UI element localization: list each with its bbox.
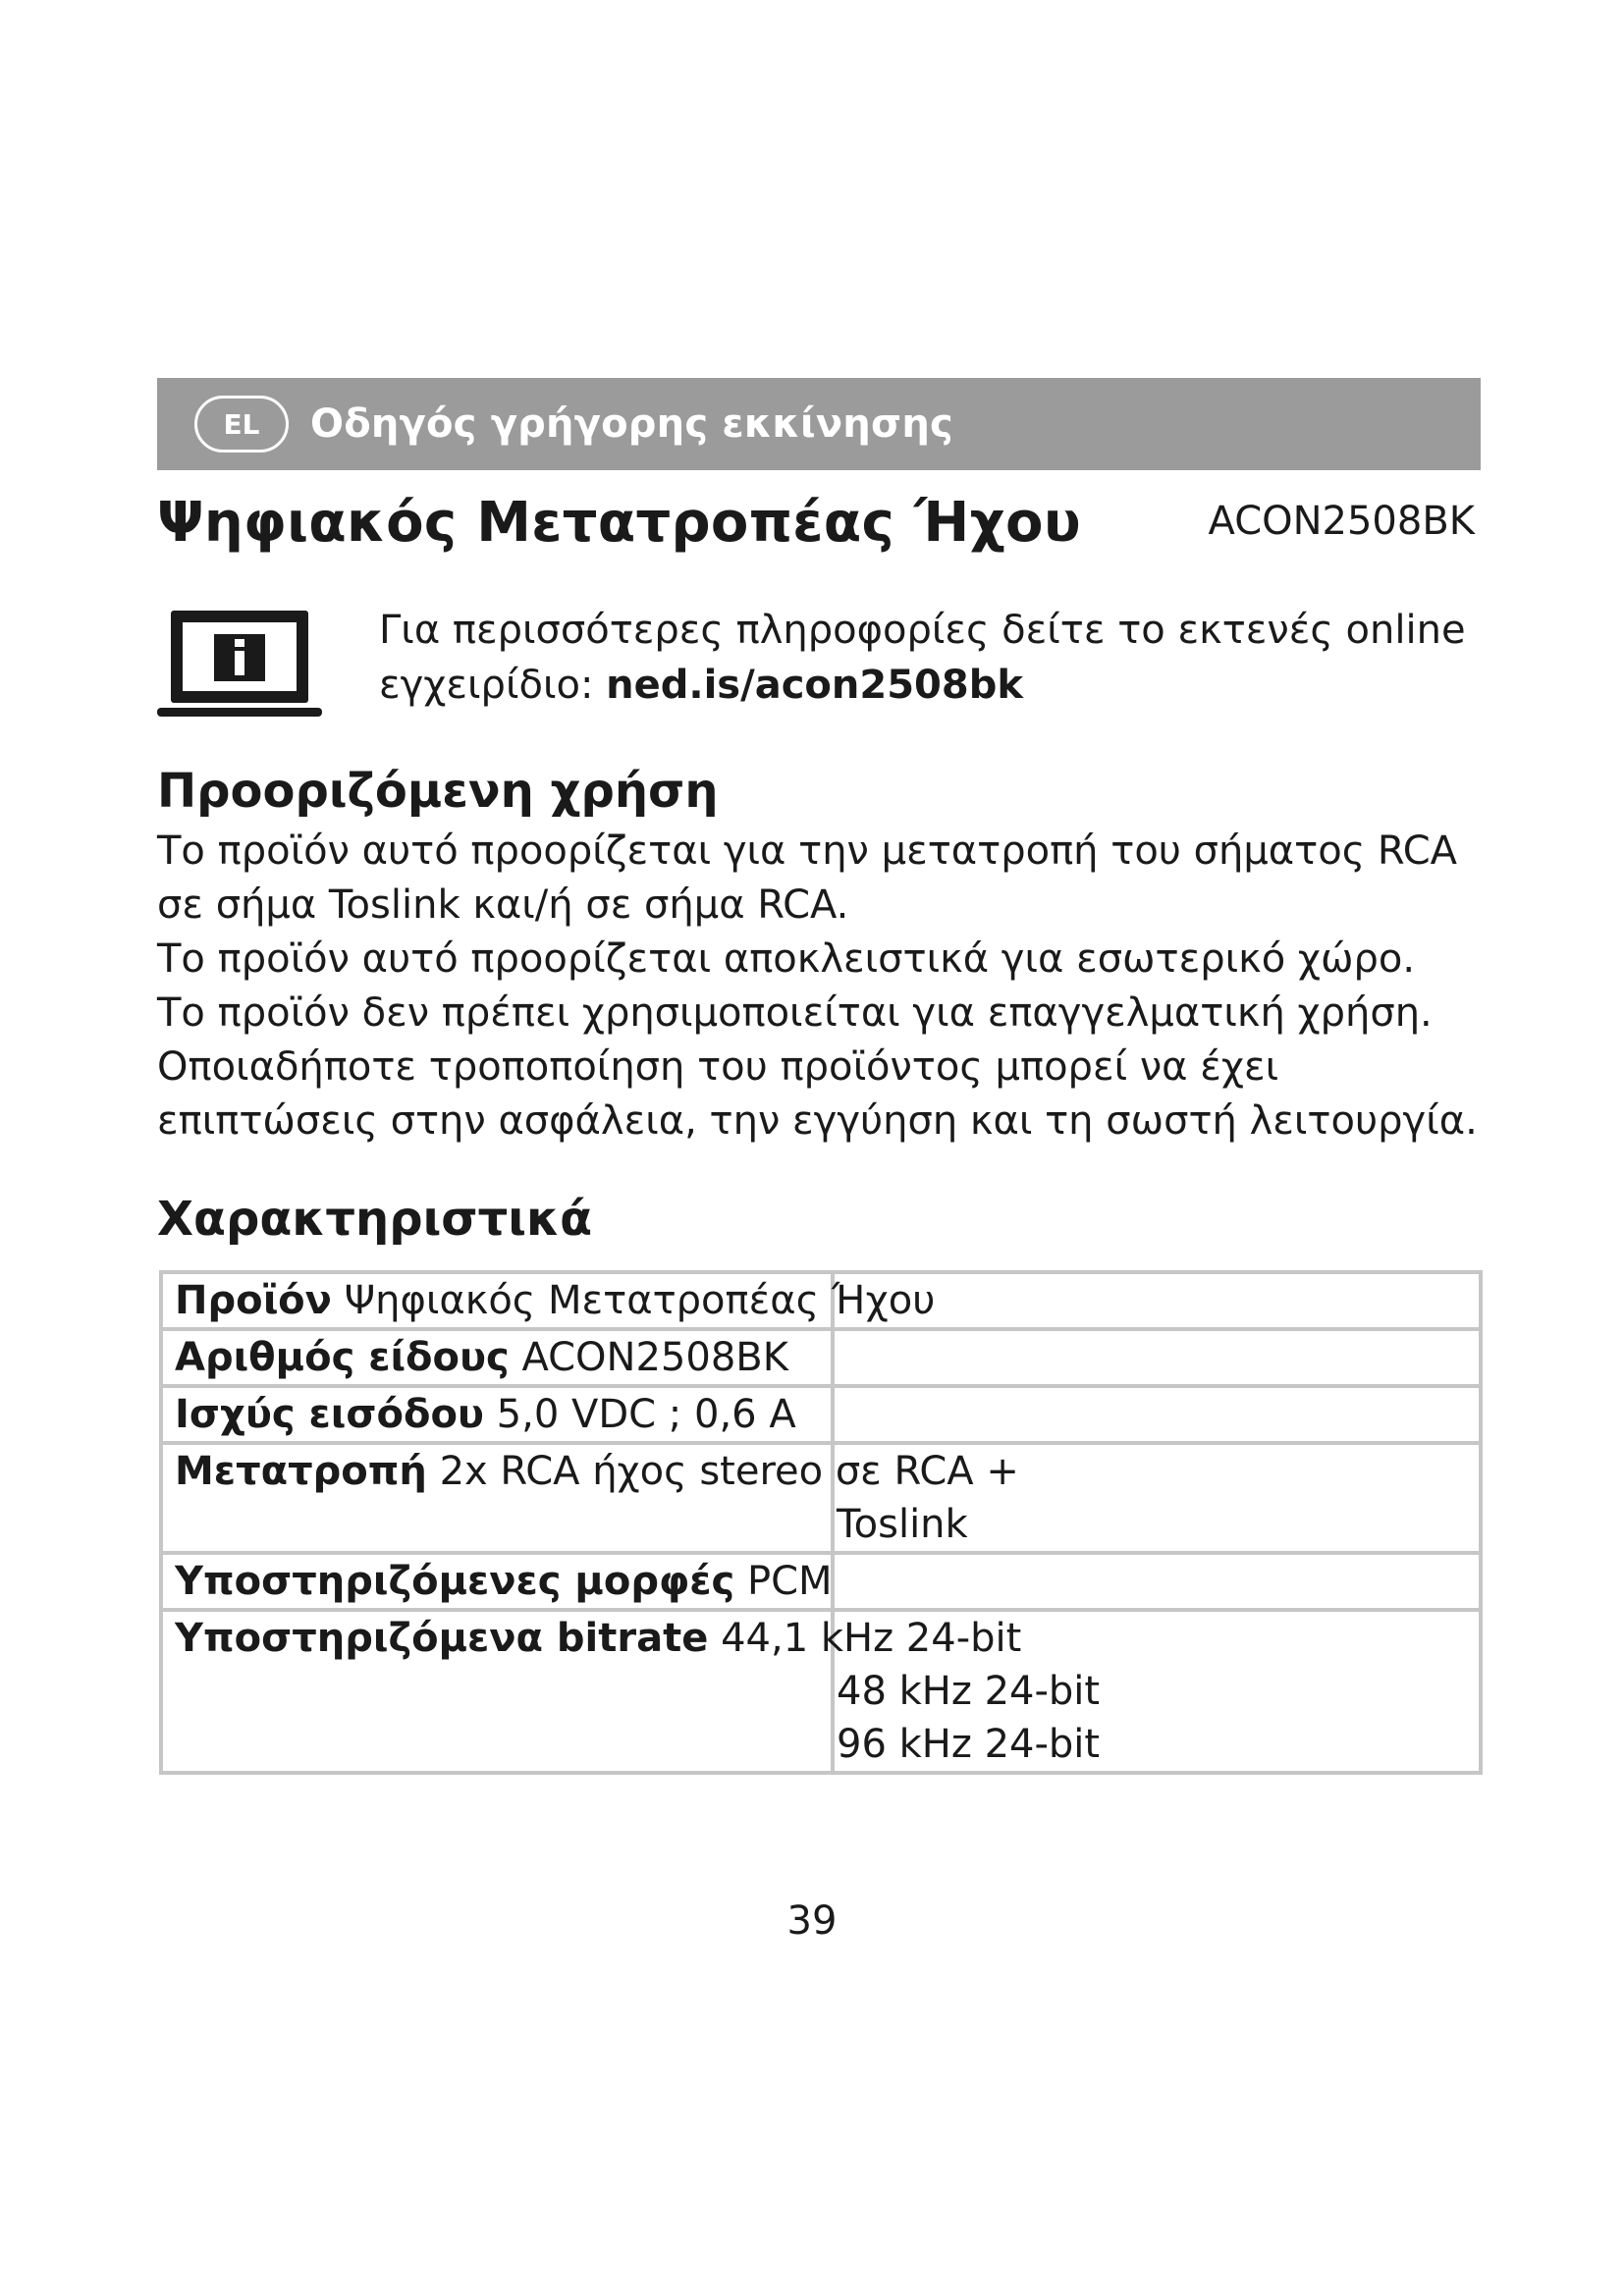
table-row	[161, 1553, 1481, 1610]
intended-use-line: Το προϊόν αυτό προορίζεται αποκλειστικά για εσωτερικό χώρο.	[157, 936, 1416, 982]
table-row	[161, 1386, 1481, 1443]
spec-value: Ψηφιακός Μετατροπέας Ήχου	[344, 1278, 936, 1323]
spec-label: Υποστηριζόμενα bitrate	[175, 1616, 709, 1661]
spec-value: 2x RCA ήχος stereo σε RCA +	[439, 1449, 1019, 1494]
table-cell-spec	[161, 1386, 833, 1443]
features-table	[159, 1270, 1483, 1775]
spec-label: Προϊόν	[175, 1278, 332, 1323]
guide-title: Οδηγός γρήγορης εκκίνησης	[310, 401, 953, 447]
table-row	[161, 1329, 1481, 1386]
table-row	[161, 1272, 1481, 1329]
table-cell-extra	[833, 1386, 1481, 1443]
product-title: Ψηφιακός Μετατροπέας Ήχου	[157, 491, 1081, 555]
spec-label: Υποστηριζόμενες μορφές	[175, 1559, 735, 1604]
model-number: ACON2508BK	[1208, 499, 1475, 544]
table-cell-spec	[161, 1329, 833, 1386]
table-cell-extra	[833, 1553, 1481, 1610]
table-row	[161, 1443, 1481, 1553]
spec-extra-line: 96 kHz 24-bit	[837, 1722, 1101, 1767]
spec-extra-line: Toslink	[837, 1502, 968, 1547]
features-heading: Χαρακτηριστικά	[157, 1192, 593, 1247]
intended-use-body	[157, 825, 1492, 1148]
intended-use-heading: Προοριζόμενη χρήση	[157, 764, 719, 819]
page-number: 39	[786, 1898, 838, 1944]
manual-info-text	[379, 603, 1479, 713]
spec-label: Αριθμός είδους	[175, 1335, 510, 1380]
manual-link[interactable]: ned.is/acon2508bk	[606, 663, 1023, 708]
manual-info-sentence: Για περισσότερες πληροφορίες δείτε το εκτενές online εγχειρίδιο:	[379, 608, 1466, 708]
spec-value: 5,0 VDC ; 0,6 A	[496, 1392, 796, 1437]
laptop-info-icon	[157, 607, 322, 722]
spec-value: ACON2508BK	[521, 1335, 788, 1380]
intended-use-line: Το προϊόν αυτό προορίζεται για την μετατροπή του σήματος RCA σε σήμα Toslink και/ή σε σήμα RCA.	[157, 828, 1458, 928]
table-cell-extra	[833, 1329, 1481, 1386]
spec-label: Ισχύς εισόδου	[175, 1392, 484, 1437]
intended-use-line: Οποιαδήποτε τροποποίηση του προϊόντος μπορεί να έχει επιπτώσεις στην ασφάλεια, την εγγύηση και τη σωστή λειτουργία.	[157, 1044, 1478, 1144]
spec-extra-line: 48 kHz 24-bit	[837, 1669, 1101, 1714]
spec-value: 44,1 kHz 24-bit	[721, 1616, 1022, 1661]
table-row	[161, 1610, 1481, 1773]
table-cell-spec	[161, 1553, 833, 1610]
intended-use-line: Το προϊόν δεν πρέπει χρησιμοποιείται για επαγγελματική χρήση.	[157, 990, 1433, 1036]
table-cell-spec	[161, 1272, 936, 1329]
spec-label: Μετατροπή	[175, 1449, 427, 1494]
spec-value: PCM	[746, 1559, 833, 1604]
guide-header-band	[157, 378, 1481, 470]
language-badge: EL	[194, 396, 289, 453]
